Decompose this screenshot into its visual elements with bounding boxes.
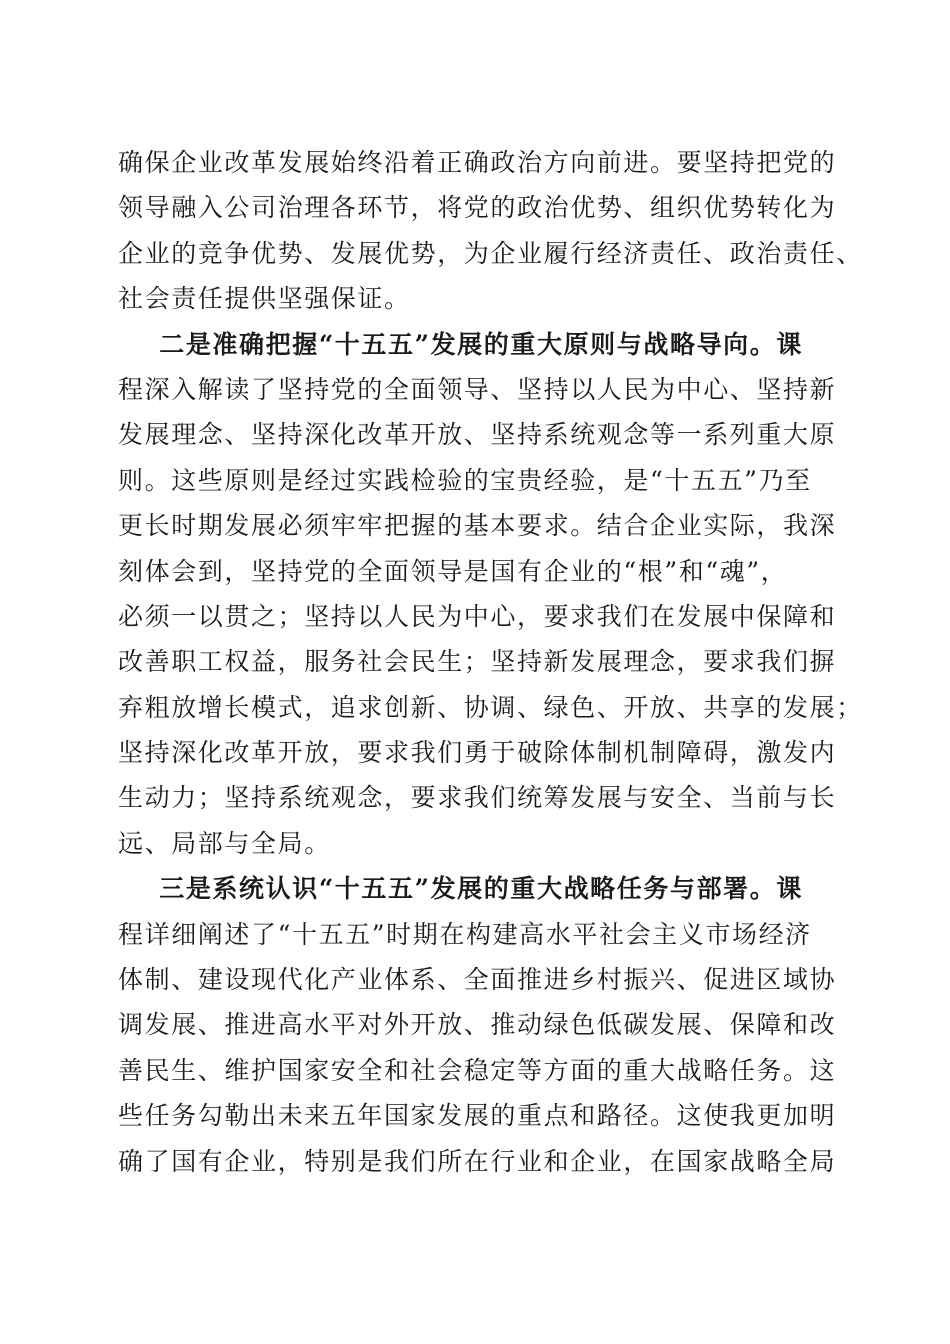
- text-line: 调发展、推进高水平对外开放、推动绿色低碳发展、保障和改: [118, 1010, 837, 1040]
- text-line: 领导融入公司治理各环节，将党的政治优势、组织优势转化为: [118, 193, 837, 223]
- text-line: 善民生、维护国家安全和社会稳定等方面的重大战略任务。这: [118, 1055, 837, 1085]
- text-line: 发展理念、坚持深化改革开放、坚持系统观念等一系列重大原: [118, 420, 837, 450]
- paragraph-heading-line: 二是准确把握“十五五”发展的重大原则与战略导向。课: [118, 329, 803, 359]
- text-line: 则。这些原则是经过实践检验的宝贵经验，是“十五五”乃至: [118, 465, 812, 495]
- text-line: 程深入解读了坚持党的全面领导、坚持以人民为中心、坚持新: [118, 374, 837, 404]
- text-line: 改善职工权益，服务社会民生；坚持新发展理念，要求我们摒: [118, 647, 837, 677]
- text-line: 必须一以贯之；坚持以人民为中心，要求我们在发展中保障和: [118, 601, 837, 631]
- text-line: 刻体会到，坚持党的全面领导是国有企业的“根”和“魂”，: [118, 556, 788, 586]
- document-body: [118, 140, 863, 1184]
- text-line: 弃粗放增长模式，追求创新、协调、绿色、开放、共享的发展；: [118, 692, 863, 722]
- text-line: 远、局部与全局。: [118, 828, 331, 858]
- text-line: 企业的竞争优势、发展优势，为企业履行经济责任、政治责任、: [118, 238, 863, 268]
- text-line: 坚持深化改革开放，要求我们勇于破除体制机制障碍，激发内: [118, 738, 837, 768]
- text-line: 确保企业改革发展始终沿着正确政治方向前进。要坚持把党的: [118, 148, 837, 177]
- text-line: 社会责任提供坚强保证。: [118, 284, 411, 314]
- text-line: 生动力；坚持系统观念，要求我们统筹发展与安全、当前与长: [118, 783, 837, 813]
- text-line: 些任务勾勒出未来五年国家发展的重点和路径。这使我更加明: [118, 1101, 837, 1131]
- text-line: 体制、建设现代化产业体系、全面推进乡村振兴、促进区域协: [118, 965, 837, 995]
- text-line: 确了国有企业，特别是我们所在行业和企业，在国家战略全局: [118, 1146, 837, 1176]
- text-line: 程详细阐述了“十五五”时期在构建高水平社会主义市场经济: [118, 919, 812, 949]
- text-line: 更长时期发展必须牢牢把握的基本要求。结合企业实际，我深: [118, 511, 837, 541]
- paragraph-heading-line: 三是系统认识“十五五”发展的重大战略任务与部署。课: [118, 874, 803, 904]
